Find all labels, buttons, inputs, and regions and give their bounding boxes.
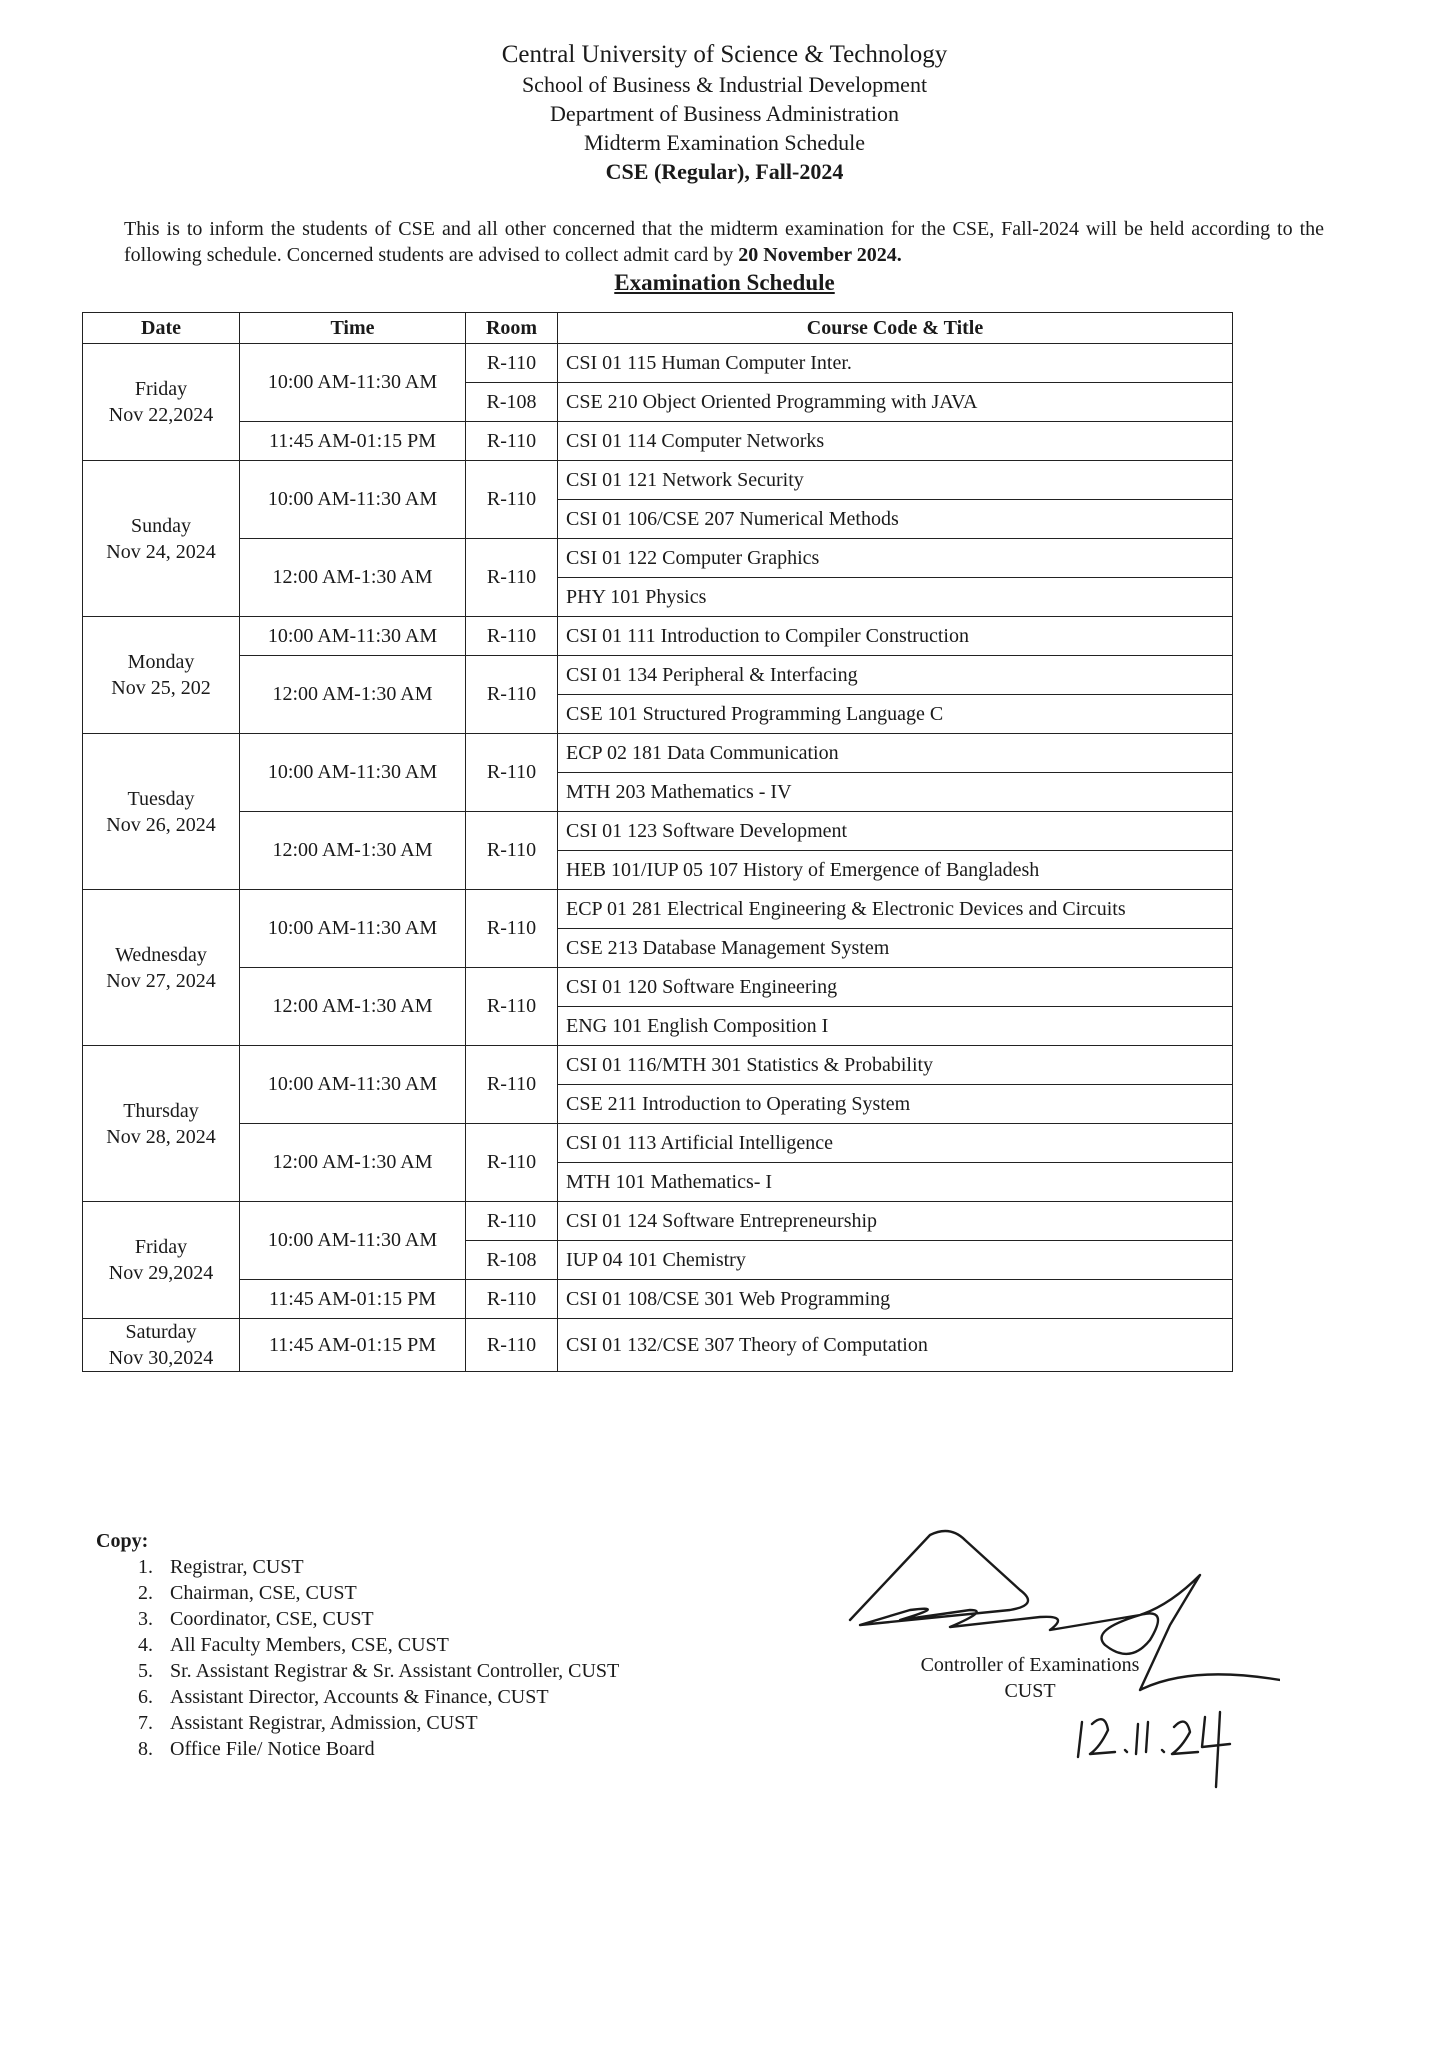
exam-time: 12:00 AM-1:30 AM	[240, 968, 466, 1046]
course-title: MTH 101 Mathematics- I	[558, 1163, 1233, 1202]
exam-date: Nov 29,2024	[108, 1262, 214, 1284]
exam-room: R-110	[466, 1124, 558, 1202]
list-item: 3. Coordinator, CSE, CUST	[158, 1606, 619, 1632]
table-row	[83, 656, 1233, 695]
exam-time: 10:00 AM-11:30 AM	[240, 461, 466, 539]
exam-room: R-110	[466, 461, 558, 539]
exam-day: Saturday	[125, 1321, 197, 1343]
table-row	[83, 1046, 1233, 1085]
exam-time: 11:45 AM-01:15 PM	[240, 1280, 466, 1319]
exam-date: Nov 30,2024	[108, 1347, 214, 1369]
exam-time: 10:00 AM-11:30 AM	[240, 1046, 466, 1124]
exam-date: Nov 22,2024	[108, 404, 214, 426]
course-title: CSE 101 Structured Programming Language C	[558, 695, 1233, 734]
course-title: CSI 01 116/MTH 301 Statistics & Probability	[558, 1046, 1233, 1085]
header-time: Time	[240, 313, 466, 344]
exam-room: R-110	[466, 1202, 558, 1241]
exam-time: 10:00 AM-11:30 AM	[240, 617, 466, 656]
course-title: CSI 01 113 Artificial Intelligence	[558, 1124, 1233, 1163]
exam-room: R-108	[466, 383, 558, 422]
exam-room: R-110	[466, 1319, 558, 1372]
exam-day: Thursday	[123, 1099, 199, 1122]
exam-date: Nov 24, 2024	[106, 540, 216, 563]
exam-date: Nov 26, 2024	[106, 813, 216, 836]
exam-room: R-108	[466, 1241, 558, 1280]
exam-time: 12:00 AM-1:30 AM	[240, 812, 466, 890]
handwritten-date	[1070, 1692, 1270, 1792]
list-item: 1. Registrar, CUST	[158, 1554, 619, 1580]
course-title: MTH 203 Mathematics - IV	[558, 773, 1233, 812]
list-item: 7. Assistant Registrar, Admission, CUST	[158, 1710, 619, 1736]
course-title: CSI 01 114 Computer Networks	[558, 422, 1233, 461]
table-row	[83, 1280, 1233, 1319]
header-room: Room	[466, 313, 558, 344]
exam-room: R-110	[466, 968, 558, 1046]
exam-day: Monday	[127, 651, 195, 673]
exam-date: Nov 25, 202	[111, 677, 211, 699]
course-title: CSI 01 122 Computer Graphics	[558, 539, 1233, 578]
table-row	[83, 734, 1233, 773]
exam-day: Wednesday	[115, 943, 207, 966]
course-title: CSE 211 Introduction to Operating System	[558, 1085, 1233, 1124]
course-title: CSE 213 Database Management System	[558, 929, 1233, 968]
course-title: CSI 01 132/CSE 307 Theory of Computation	[558, 1319, 1233, 1372]
exam-date-cell	[83, 344, 240, 461]
course-title: CSI 01 134 Peripheral & Interfacing	[558, 656, 1233, 695]
exam-room: R-110	[466, 890, 558, 968]
course-title: CSI 01 123 Software Development	[558, 812, 1233, 851]
course-title: HEB 101/IUP 05 107 History of Emergence of Bangladesh	[558, 851, 1233, 890]
copy-title: Copy:	[96, 1530, 149, 1552]
exam-time: 10:00 AM-11:30 AM	[240, 1202, 466, 1280]
exam-date: Nov 28, 2024	[106, 1125, 216, 1148]
exam-room: R-110	[466, 422, 558, 461]
table-row	[83, 1124, 1233, 1163]
course-title: CSI 01 106/CSE 207 Numerical Methods	[558, 500, 1233, 539]
exam-day: Tuesday	[127, 787, 195, 810]
course-title: CSI 01 121 Network Security	[558, 461, 1233, 500]
exam-date: Nov 27, 2024	[106, 969, 216, 992]
table-header-row	[83, 313, 1233, 344]
exam-room: R-110	[466, 734, 558, 812]
list-item: 8. Office File/ Notice Board	[158, 1736, 619, 1762]
exam-room: R-110	[466, 539, 558, 617]
course-title: ECP 02 181 Data Communication	[558, 734, 1233, 773]
exam-time: 10:00 AM-11:30 AM	[240, 890, 466, 968]
table-row	[83, 344, 1233, 383]
table-row	[83, 422, 1233, 461]
copy-list	[96, 1528, 619, 1762]
course-title: CSE 210 Object Oriented Programming with JAVA	[558, 383, 1233, 422]
table-row	[83, 539, 1233, 578]
intro-text: This is to inform the students of CSE and all other concerned that the midterm examination for the CSE, Fall-2024 will be held according to the following schedule. Concerned students are advised to collect admit card by	[124, 218, 1324, 266]
exam-date-cell	[83, 617, 240, 734]
exam-time: 12:00 AM-1:30 AM	[240, 539, 466, 617]
course-title: CSI 01 111 Introduction to Compiler Construction	[558, 617, 1233, 656]
signatory-title: Controller of Examinations	[920, 1654, 1140, 1676]
course-title: ENG 101 English Composition I	[558, 1007, 1233, 1046]
course-title: ECP 01 281 Electrical Engineering & Electronic Devices and Circuits	[558, 890, 1233, 929]
course-title: IUP 04 101 Chemistry	[558, 1241, 1233, 1280]
table-row	[83, 461, 1233, 500]
exam-room: R-110	[466, 344, 558, 383]
intro-paragraph	[124, 216, 1324, 268]
table-row	[83, 968, 1233, 1007]
exam-time: 10:00 AM-11:30 AM	[240, 344, 466, 422]
header-date: Date	[83, 313, 240, 344]
university-name: Central University of Science & Technology	[501, 41, 948, 68]
signatory-org: CUST	[1004, 1680, 1056, 1702]
exam-time: 12:00 AM-1:30 AM	[240, 1124, 466, 1202]
list-item: 2. Chairman, CSE, CUST	[158, 1580, 619, 1606]
notice-type: Midterm Examination Schedule	[583, 130, 866, 155]
exam-room: R-110	[466, 1046, 558, 1124]
schedule-title: Examination Schedule	[614, 270, 835, 295]
table-row	[83, 617, 1233, 656]
table-row	[83, 1202, 1233, 1241]
course-title: PHY 101 Physics	[558, 578, 1233, 617]
list-item: 4. All Faculty Members, CSE, CUST	[158, 1632, 619, 1658]
exam-time: 11:45 AM-01:15 PM	[240, 1319, 466, 1372]
exam-time: 10:00 AM-11:30 AM	[240, 734, 466, 812]
exam-room: R-110	[466, 656, 558, 734]
exam-day: Friday	[134, 378, 188, 400]
exam-date-cell	[83, 1046, 240, 1202]
copy-recipients	[96, 1554, 619, 1762]
course-title: CSI 01 108/CSE 301 Web Programming	[558, 1280, 1233, 1319]
table-row	[83, 812, 1233, 851]
exam-date-cell	[83, 734, 240, 890]
exam-day: Friday	[134, 1236, 188, 1258]
program-title: CSE (Regular), Fall-2024	[605, 159, 844, 184]
course-title: CSI 01 115 Human Computer Inter.	[558, 344, 1233, 383]
exam-date-cell	[83, 461, 240, 617]
exam-day: Sunday	[131, 514, 191, 537]
list-item: 5. Sr. Assistant Registrar & Sr. Assistant Controller, CUST	[158, 1658, 619, 1684]
exam-schedule-table	[82, 312, 1233, 1372]
course-title: CSI 01 124 Software Entrepreneurship	[558, 1202, 1233, 1241]
admit-card-deadline: 20 November 2024.	[738, 244, 902, 266]
table-row	[83, 890, 1233, 929]
department-name: Department of Business Administration	[550, 101, 899, 126]
exam-room: R-110	[466, 1280, 558, 1319]
exam-date-cell	[83, 1202, 240, 1319]
exam-time: 11:45 AM-01:15 PM	[240, 422, 466, 461]
course-title: CSI 01 120 Software Engineering	[558, 968, 1233, 1007]
header-course: Course Code & Title	[558, 313, 1233, 344]
school-name: School of Business & Industrial Development	[521, 72, 928, 97]
document-header	[0, 40, 1449, 187]
schedule-body	[83, 344, 1233, 1372]
exam-room: R-110	[466, 617, 558, 656]
exam-time: 12:00 AM-1:30 AM	[240, 656, 466, 734]
exam-date-cell	[83, 1319, 240, 1372]
table-row	[83, 1319, 1233, 1372]
exam-room: R-110	[466, 812, 558, 890]
list-item: 6. Assistant Director, Accounts & Finance, CUST	[158, 1684, 619, 1710]
exam-date-cell	[83, 890, 240, 1046]
